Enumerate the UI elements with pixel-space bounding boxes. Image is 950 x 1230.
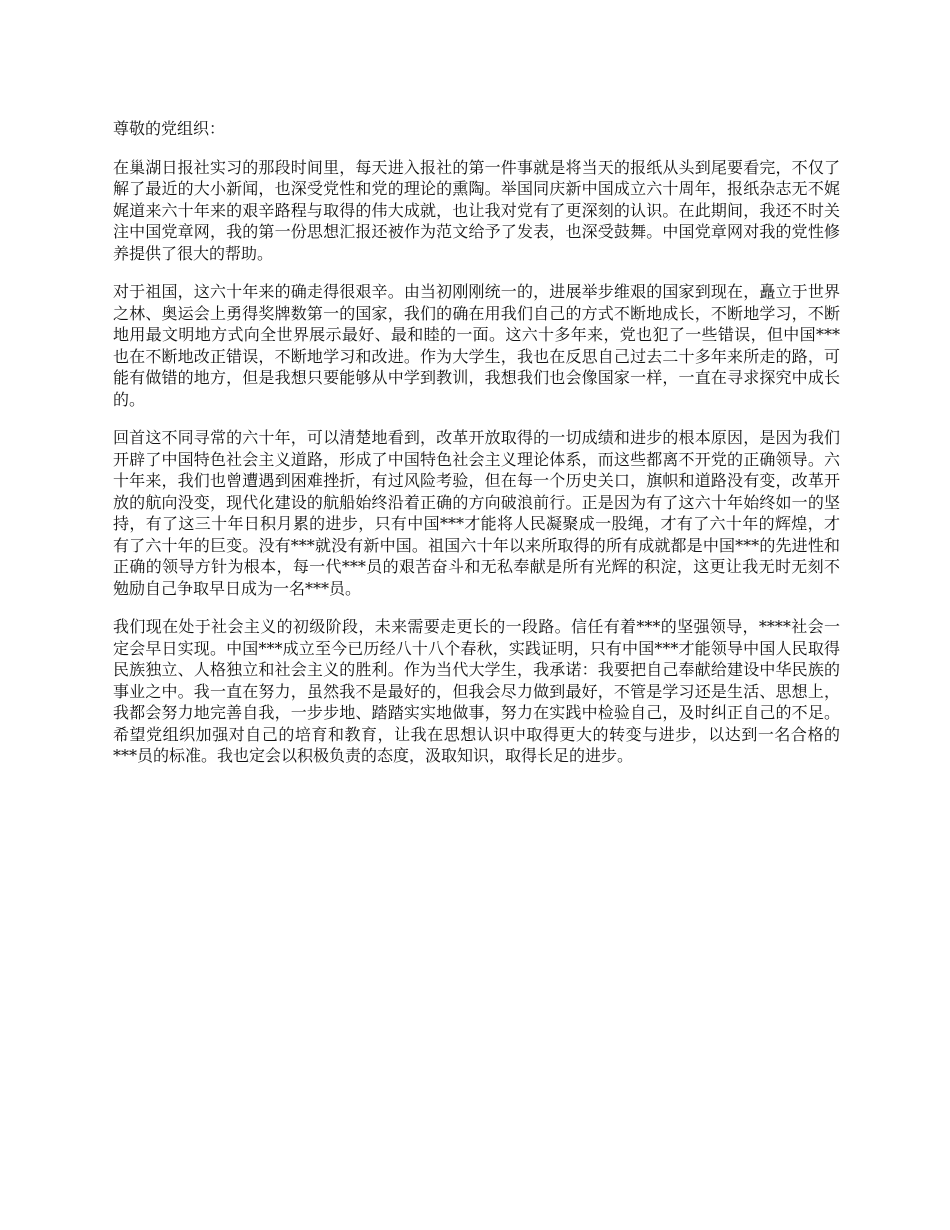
paragraph-1: 在巢湖日报社实习的那段时间里，每天进入报社的第一件事就是将当天的报纸从头到尾要看完，不仅了解了最近的大小新闻，也深受党性和党的理论的熏陶。举国同庆新中国成立六十周年，报纸杂志无不娓娓道来六十年来的艰辛路程与取得的伟大成就，也让我对党有了更深刻的认识。在此期间，我还不时关注中国党章网，我的第一份思想汇报还被作为范文给予了发表，也深受鼓舞。中国党章网对我的党性修养提供了很大的帮助。 (113, 157, 840, 263)
paragraph-2: 对于祖国，这六十年来的确走得很艰辛。由当初刚刚统一的，进展举步维艰的国家到现在，矗立于世界之林、奥运会上勇得奖牌数第一的国家，我们的确在用我们自己的方式不断地成长，不断地学习，不断地用最文明地方式向全世界展示最好、最和睦的一面。这六十多年来，党也犯了一些错误，但中国***也在不断地改正错误，不断地学习和改进。作为大学生，我也在反思自己过去二十多年来所走的路，可能有做错的地方，但是我想只要能够从中学到教训，我想我们也会像国家一样，一直在寻求探究中成长的。 (113, 282, 840, 409)
paragraph-4: 我们现在处于社会主义的初级阶段，未来需要走更长的一段路。信任有着***的坚强领导，****社会一定会早日实现。中国***成立至今已历经八十八个春秋，实践证明，只有中国***才能领导中国人民取得民族独立、人格独立和社会主义的胜利。作为当代大学生，我承诺：我要把自己奉献给建设中华民族的事业之中。我一直在努力，虽然我不是最好的，但我会尽力做到最好，不管是学习还是生活、思想上，我都会努力地完善自我，一步步地、踏踏实实地做事，努力在实践中检验自己，及时纠正自己的不足。希望党组织加强对自己的培育和教育，让我在思想认识中取得更大的转变与进步，以达到一名合格的***员的标准。我也定会以积极负责的态度，汲取知识，取得长足的进步。 (113, 617, 840, 765)
document-page (113, 118, 840, 784)
paragraph-3: 回首这不同寻常的六十年，可以清楚地看到，改革开放取得的一切成绩和进步的根本原因，是因为我们开辟了中国特色社会主义道路，形成了中国特色社会主义理论体系，而这些都离不开党的正确领导。六十年来，我们也曾遭遇到困难挫折，有过风险考验，但在每一个历史关口，旗帜和道路没有变，改革开放的航向没变，现代化建设的航船始终沿着正确的方向破浪前行。正是因为有了这六十年始终如一的坚持，有了这三十年日积月累的进步，只有中国***才能将人民凝聚成一股绳，才有了六十年的辉煌，才有了六十年的巨变。没有***就没有新中国。祖国六十年以来所取得的所有成就都是中国***的先进性和正确的领导方针为根本，每一代***员的艰苦奋斗和无私奉献是所有光辉的积淀，这更让我无时无刻不勉励自己争取早日成为一名***员。 (113, 428, 840, 598)
salutation: 尊敬的党组织： (113, 119, 226, 138)
